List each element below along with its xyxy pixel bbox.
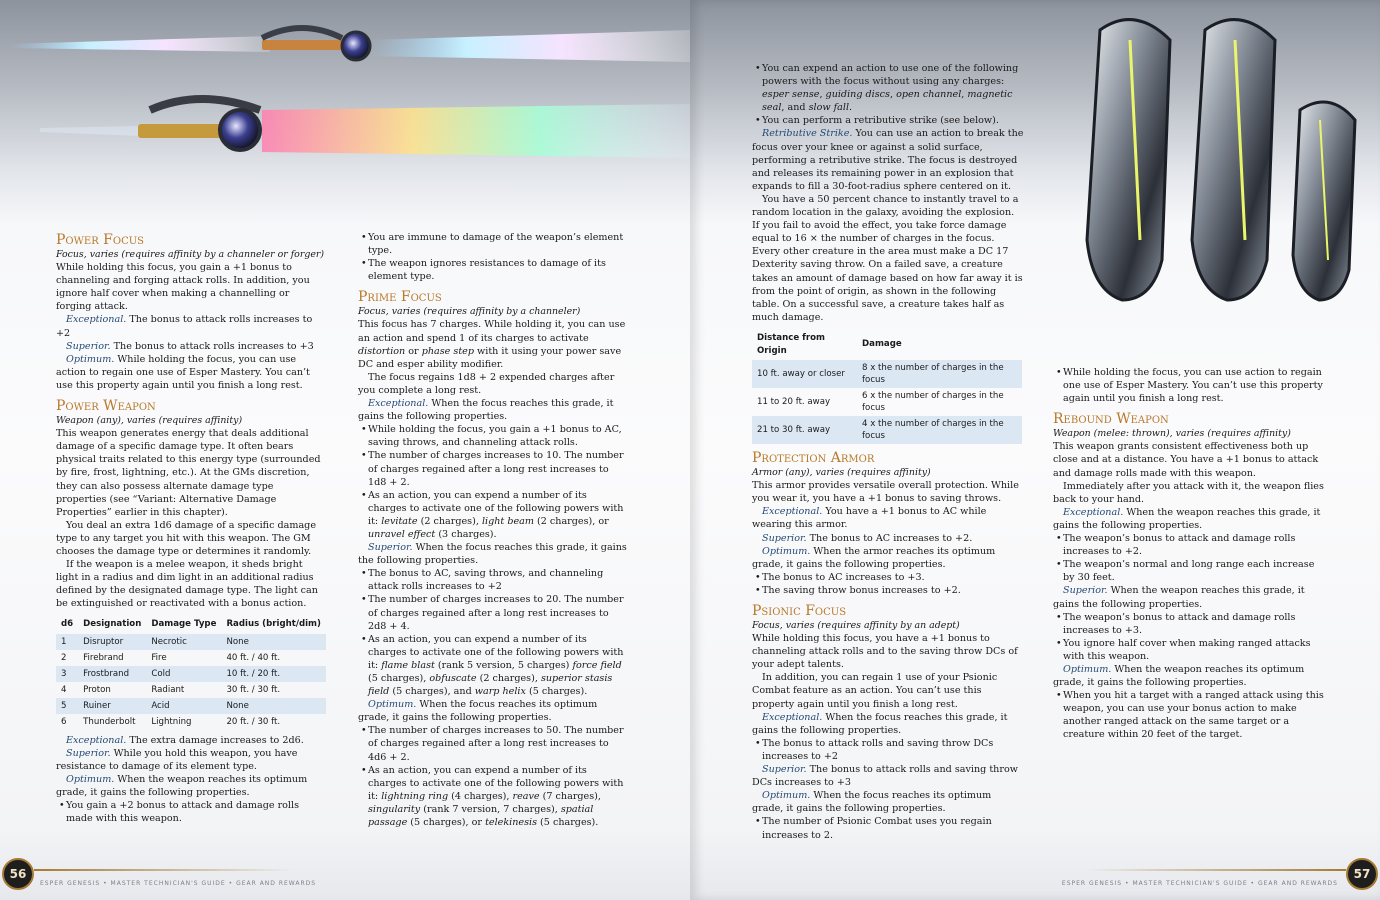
psionic-focus-optimum-continued xyxy=(1053,366,1325,405)
power-weapon-superior: Superior. While you hold this weapon, you have resistance to damage of its element type. xyxy=(56,747,298,772)
prime-focus-regain: The focus regains 1d8 + 2 expended charges after you complete a long rest. xyxy=(358,371,615,396)
list-item: • You are immune to damage of the weapon’s element type. xyxy=(358,231,628,257)
table-row: 11 to 20 ft. away 6 x the number of charges in the focus xyxy=(757,391,1004,414)
list-item: • The weapon’s bonus to attack and damage rolls increases to +2. xyxy=(1053,532,1325,558)
list-item: • You ignore half cover when making ranged attacks with this weapon. xyxy=(1053,637,1325,663)
list-item: • The weapon’s bonus to attack and damage rolls increases to +3. xyxy=(1053,611,1325,637)
list-item: • The weapon ignores resistances to damage of its element type. xyxy=(358,257,628,283)
page-number: 56 xyxy=(2,858,34,890)
table-row: 6 Thunderbolt Lightning 20 ft. / 30 ft. xyxy=(61,716,281,727)
footer-text: ESPER GENESIS • MASTER TECHNICIAN'S GUIDE • GEAR AND REWARDS xyxy=(1061,880,1338,887)
rebound-weapon-return: Immediately after you attack with it, the weapon flies back to your hand. xyxy=(1053,480,1324,505)
power-weapon-heading: Power Weapon xyxy=(56,398,156,415)
rebound-weapon-superior: Superior. When the weapon reaches this grade, it gains the following properties. xyxy=(1053,585,1305,610)
protection-armor-superior: Superior. The bonus to AC increases to +2. xyxy=(762,532,973,544)
psionic-focus-heading: Psionic Focus xyxy=(752,603,847,619)
list-item: • You can expend an action to use one of the following powers with the focus without using any charges: esper sense, guiding discs, open channel, magnetic seal, and slow fall. xyxy=(752,62,1024,114)
list-item: • You gain a +2 bonus to attack and damage rolls made with this weapon. xyxy=(56,799,326,825)
protection-armor-heading: Protection Armor xyxy=(752,450,875,467)
right-column-2 xyxy=(1053,366,1325,742)
power-focus-superior: Superior. The bonus to attack rolls increases to +3 xyxy=(66,340,314,352)
blade-bottom-left xyxy=(40,126,140,136)
list-item: • The saving throw bonus increases to +2. xyxy=(752,584,1024,597)
psionic-focus-subtitle: Focus, varies (requires affinity by an adept) xyxy=(752,620,960,631)
designation-table-header: d6 Designation Damage Type Radius (bright/dim) xyxy=(61,619,321,630)
power-focus-heading: Power Focus xyxy=(56,232,145,248)
left-column-2 xyxy=(358,231,628,829)
psionic-focus-regain: In addition, you can regain 1 use of your Psionic Combat feature as an action. You can’t use this property again until you finish a long rest. xyxy=(752,672,998,710)
table-row: 4 Proton Radiant 30 ft. / 30 ft. xyxy=(61,684,281,695)
power-weapon-subtitle: Weapon (any), varies (requires affinity) xyxy=(56,415,243,427)
list-item: • The number of Psionic Combat uses you regain increases to 2. xyxy=(752,815,1024,841)
list-item: • As an action, you can expend a number of its charges to activate one of the following powers with it: levitate (2 charges), light beam (2 charges), or unravel effect (3 charges). xyxy=(358,489,628,541)
psionic-focus-description: While holding this focus, you have a +1 bonus to channeling attack rolls and to the saving throw DCs of your adept talents. xyxy=(752,633,1018,671)
prime-focus-optimum-list xyxy=(358,724,628,829)
list-item: • While holding the focus, you gain a +1 bonus to AC, saving throws, and channeling attack rolls. xyxy=(358,423,628,449)
prime-focus-superior-list xyxy=(358,567,628,698)
list-item: • The number of charges increases to 10. The number of charges regained after a long rest increases to 1d8 + 2. xyxy=(358,449,628,488)
psionic-focus-optimum-list xyxy=(752,815,1024,841)
power-weapon-light: If the weapon is a melee weapon, it sheds bright light in a radius and dim light in an additional radius defined by the designated damage type. The light can be extinguished or reactivated with a bonus action. xyxy=(56,559,318,610)
psionic-focus-optimum: Optimum. When the focus reaches its optimum grade, it gains the following properties. xyxy=(752,790,992,815)
power-weapon-continued-list xyxy=(358,231,628,283)
right-column-1 xyxy=(752,62,1024,842)
list-item: • As an action, you can expend a number of its charges to activate one of the following powers with it: flame blast (rank 5 version, 5 charges) force field (5 charges), obfuscate (2 charges), superior stasis field (5 charges), and warp helix (5 charges). xyxy=(358,633,628,698)
list-item: • You can perform a retributive strike (see below). xyxy=(752,114,1024,127)
power-weapon-extra-damage: You deal an extra 1d6 damage of a specific damage type to any target you hit with this weapon. The GM chooses the damage type or determines it randomly. xyxy=(56,519,316,557)
power-focus-exceptional: Exceptional. The bonus to attack rolls increases to +2 xyxy=(56,314,313,339)
list-item: • The bonus to AC increases to +3. xyxy=(752,571,1024,584)
table-row: 2 Firebrand Fire 40 ft. / 40 ft. xyxy=(61,652,281,663)
prime-focus-heading: Prime Focus xyxy=(358,289,442,306)
protection-armor-subtitle: Armor (any), varies (requires affinity) xyxy=(752,467,931,479)
power-weapon-exceptional: Exceptional. The extra damage increases to 2d6. xyxy=(66,734,304,746)
gauntlets-illustration xyxy=(1030,0,1380,340)
table-row: 5 Ruiner Acid None xyxy=(56,698,326,714)
power-weapon-optimum: Optimum. When the weapon reaches its optimum grade, it gains the following properties. xyxy=(56,773,308,798)
protection-armor-description: This armor provides versatile overall protection. While you wear it, you have a +1 bonus to saving throws. xyxy=(752,480,1019,505)
blade-top-right xyxy=(370,30,690,62)
table-row: 3 Frostbrand Cold 10 ft. / 20 ft. xyxy=(56,666,326,682)
rebound-weapon-exceptional-list xyxy=(1053,532,1325,584)
prime-focus-superior: Superior. When the focus reaches this grade, it gains the following properties. xyxy=(358,542,627,567)
list-item: • The number of charges increases to 50. The number of charges regained after a long rest increases to 4d6 + 2. xyxy=(358,724,628,763)
blade-bottom-right xyxy=(262,104,690,158)
footer-text: ESPER GENESIS • MASTER TECHNICIAN'S GUIDE • GEAR AND REWARDS xyxy=(40,880,317,887)
distance-table-header: Distance from Origin Damage xyxy=(757,332,902,356)
power-focus-subtitle: Focus, varies (requires affinity by a channeler or forger) xyxy=(56,249,325,260)
list-item: • While holding the focus, you can use action to regain one use of Esper Mastery. You can’t use this property again until you finish a long rest. xyxy=(1053,366,1325,405)
distance-table xyxy=(752,330,1022,444)
retributive-strike: Retributive Strike. You can use an action to break the focus over your knee or against a solid surface, performing a retributive strike. The focus is destroyed and releases its remaining power in an explosion that expands to fill a 30-foot-radius sphere centered on it. xyxy=(752,128,1024,192)
prime-focus-optimum-continued xyxy=(752,62,1024,127)
retributive-strike-details: You have a 50 percent chance to instantly travel to a random location in the galaxy, avoiding the explosion. If you fail to avoid the effect, you take force damage equal to 16 × the number of charges in the focus. Every other creature in the area must make a DC 17 Dexterity saving throw. On a failed save, a creature takes an amount of damage based on how far away it is from the point of origin, as shown in the following table. On a successful save, a creature takes half as much damage. xyxy=(752,193,1023,323)
list-item: • The number of charges increases to 20. The number of charges regained after a long rest increases to 2d8 + 4. xyxy=(358,593,628,632)
energy-swords-illustration xyxy=(0,0,690,200)
list-item: • The bonus to AC, saving throws, and channeling attack rolls increases to +2 xyxy=(358,567,628,593)
prime-focus-description: This focus has 7 charges. While holding it, you can use an action and spend 1 of its charges to activate distortion or phase step with it using your power save DC and esper ability modifier. xyxy=(358,319,626,370)
table-row: 1 Disruptor Necrotic None xyxy=(56,634,326,650)
rebound-weapon-superior-list xyxy=(1053,611,1325,663)
rebound-weapon-exceptional: Exceptional. When the weapon reaches this grade, it gains the following properties. xyxy=(1053,506,1321,531)
rebound-weapon-heading: Rebound Weapon xyxy=(1053,411,1169,428)
blade-top-left xyxy=(10,36,270,52)
table-row: 10 ft. away or closer 8 x the number of charges in the focus xyxy=(752,360,1022,388)
list-item: • The bonus to attack rolls and saving throw DCs increases to +2 xyxy=(752,737,1024,763)
rebound-weapon-subtitle: Weapon (melee: thrown), varies (requires affinity) xyxy=(1053,428,1291,440)
prime-focus-optimum: Optimum. When the focus reaches its optimum grade, it gains the following properties. xyxy=(358,699,598,724)
orb-top xyxy=(342,32,370,60)
power-focus-description: While holding this focus, you gain a +1 bonus to channeling and forging attack rolls. In addition, you ignore half cover when making a channelling or forging attack. xyxy=(56,262,310,313)
rebound-weapon-optimum-list xyxy=(1053,689,1325,741)
prime-focus-exceptional: Exceptional. When the focus reaches this grade, it gains the following properties. xyxy=(358,398,614,423)
footer-rule xyxy=(1086,869,1346,871)
orb-bottom xyxy=(220,110,260,150)
prime-focus-exceptional-list xyxy=(358,423,628,541)
list-item: • When you hit a target with a ranged attack using this weapon, you can use your bonus action to make another ranged attack on the same target or a creature within 20 feet of the target. xyxy=(1053,689,1325,741)
psionic-focus-exceptional: Exceptional. When the focus reaches this grade, it gains the following properties. xyxy=(752,711,1008,736)
psionic-focus-exceptional-list xyxy=(752,737,1024,763)
prime-focus-subtitle: Focus, varies (requires affinity by a channeler) xyxy=(358,306,581,318)
power-weapon-optimum-list xyxy=(56,799,326,825)
power-focus-optimum: Optimum. While holding the focus, you can use action to regain one use of Esper Mastery. You can’t use this property again until you finish a long rest. xyxy=(56,353,310,391)
footer-rule xyxy=(34,869,294,871)
page-number: 57 xyxy=(1346,858,1378,890)
psionic-focus-superior: Superior. The bonus to attack rolls and saving throw DCs increases to +3 xyxy=(752,764,1018,789)
hilt-top xyxy=(262,40,342,50)
table-row: 21 to 30 ft. away 4 x the number of charges in the focus xyxy=(752,416,1022,444)
rebound-weapon-optimum: Optimum. When the weapon reaches its optimum grade, it gains the following properties. xyxy=(1053,663,1305,689)
power-weapon-description: This weapon generates energy that deals additional damage of a specific damage type. It often bears physical traits related to this energy type (surrounded by fire, frost, lightning, etc.). At the GMs discretion, they can also possess alternate damage type properties (see “Variant: Alternative Damage Properties” earlier in this chapter). xyxy=(56,428,321,518)
protection-armor-exceptional: Exceptional. You have a +1 bonus to AC while wearing this armor. xyxy=(752,506,987,531)
rebound-weapon-description: This weapon grants consistent effectiveness both up close and at a distance. You have a +1 bonus to attack and damage rolls made with this weapon. xyxy=(1053,441,1319,479)
protection-armor-optimum: Optimum. When the armor reaches its optimum grade, it gains the following properties. xyxy=(752,545,996,570)
list-item: • The weapon’s normal and long range each increase by 30 feet. xyxy=(1053,558,1325,584)
designation-table xyxy=(56,616,326,729)
left-column-1 xyxy=(56,226,326,825)
list-item: • As an action, you can expend a number of its charges to activate one of the following powers with it: lightning ring (4 charges), reave (7 charges), singularity (rank 7 version, 7 charges), spatial passage (5 charges), or telekinesis (5 charges). xyxy=(358,764,628,829)
right-page xyxy=(690,0,1380,900)
protection-armor-optimum-list xyxy=(752,571,1024,597)
